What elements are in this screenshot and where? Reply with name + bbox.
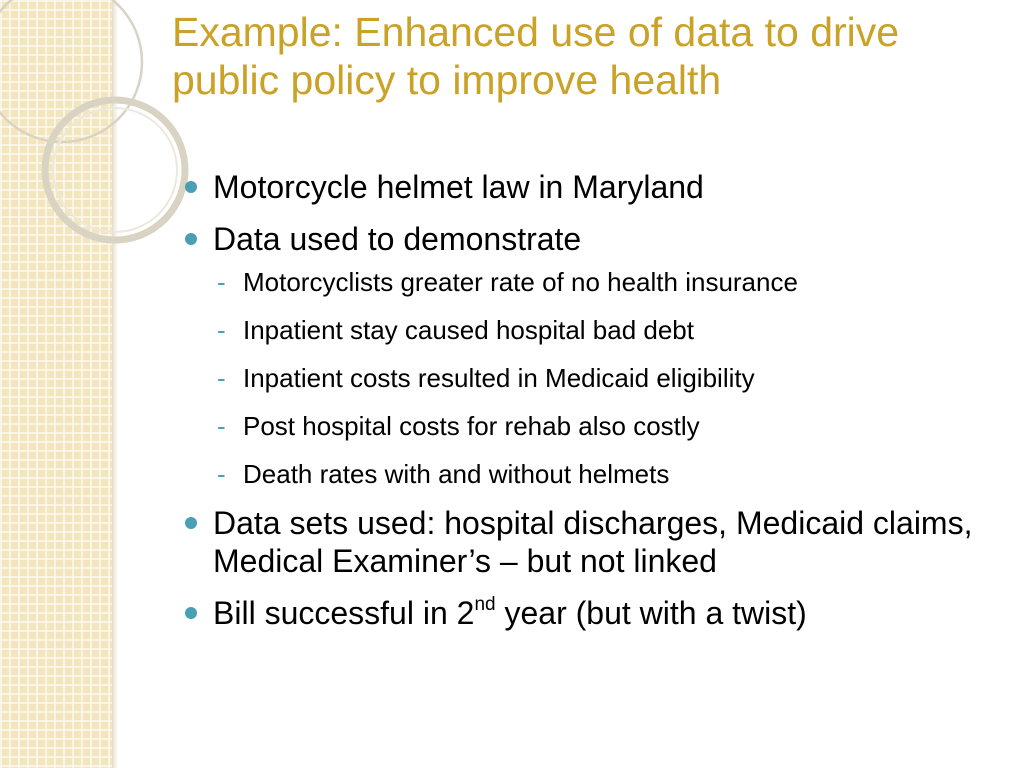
sub-bullet-item	[213, 314, 1005, 346]
bullet-list	[185, 168, 1005, 646]
sub-bullet-list	[213, 266, 1005, 490]
bullet-text: Data used to demonstrate	[213, 221, 582, 257]
decorative-circle-large	[0, 0, 142, 142]
dash-marker-icon: -	[217, 267, 226, 297]
sub-bullet-text: Death rates with and without helmets	[243, 459, 670, 489]
bullet-text: Data sets used: hospital discharges, Medicaid claims, Medical Examiner’s – but not linked	[213, 505, 973, 579]
bullet-item	[185, 168, 1005, 206]
bullet-dot-icon	[185, 181, 197, 193]
dash-marker-icon: -	[217, 363, 226, 393]
bullet-dot-icon	[185, 233, 197, 245]
sub-bullet-text: Inpatient stay caused hospital bad debt	[243, 315, 694, 345]
bullet-dot-icon	[185, 607, 197, 619]
bullet-text: Motorcycle helmet law in Maryland	[213, 169, 704, 205]
dash-marker-icon: -	[217, 315, 226, 345]
sub-bullet-text: Inpatient costs resulted in Medicaid eligibility	[243, 363, 755, 393]
bullet-dot-icon	[185, 517, 197, 529]
bullet-item	[185, 504, 1005, 580]
bullet-text-after: year (but with a twist)	[495, 595, 807, 631]
sub-bullet-item	[213, 458, 1005, 490]
decorative-circle-small-inner	[53, 108, 177, 232]
slide-title: Example: Enhanced use of data to drive public policy to improve health	[172, 9, 900, 103]
sub-bullet-item	[213, 362, 1005, 394]
bullet-item	[185, 220, 1005, 490]
sub-bullet-text: Motorcyclists greater rate of no health insurance	[243, 267, 798, 297]
bullet-text-before: Bill successful in 2	[213, 595, 475, 631]
decorative-circles	[0, 0, 180, 260]
sub-bullet-text: Post hospital costs for rehab also costly	[243, 411, 700, 441]
dash-marker-icon: -	[217, 459, 226, 489]
superscript-text: nd	[474, 594, 496, 616]
sub-bullet-item	[213, 410, 1005, 442]
sub-bullet-item	[213, 266, 1005, 298]
dash-marker-icon: -	[217, 411, 226, 441]
bullet-item	[185, 594, 1005, 632]
